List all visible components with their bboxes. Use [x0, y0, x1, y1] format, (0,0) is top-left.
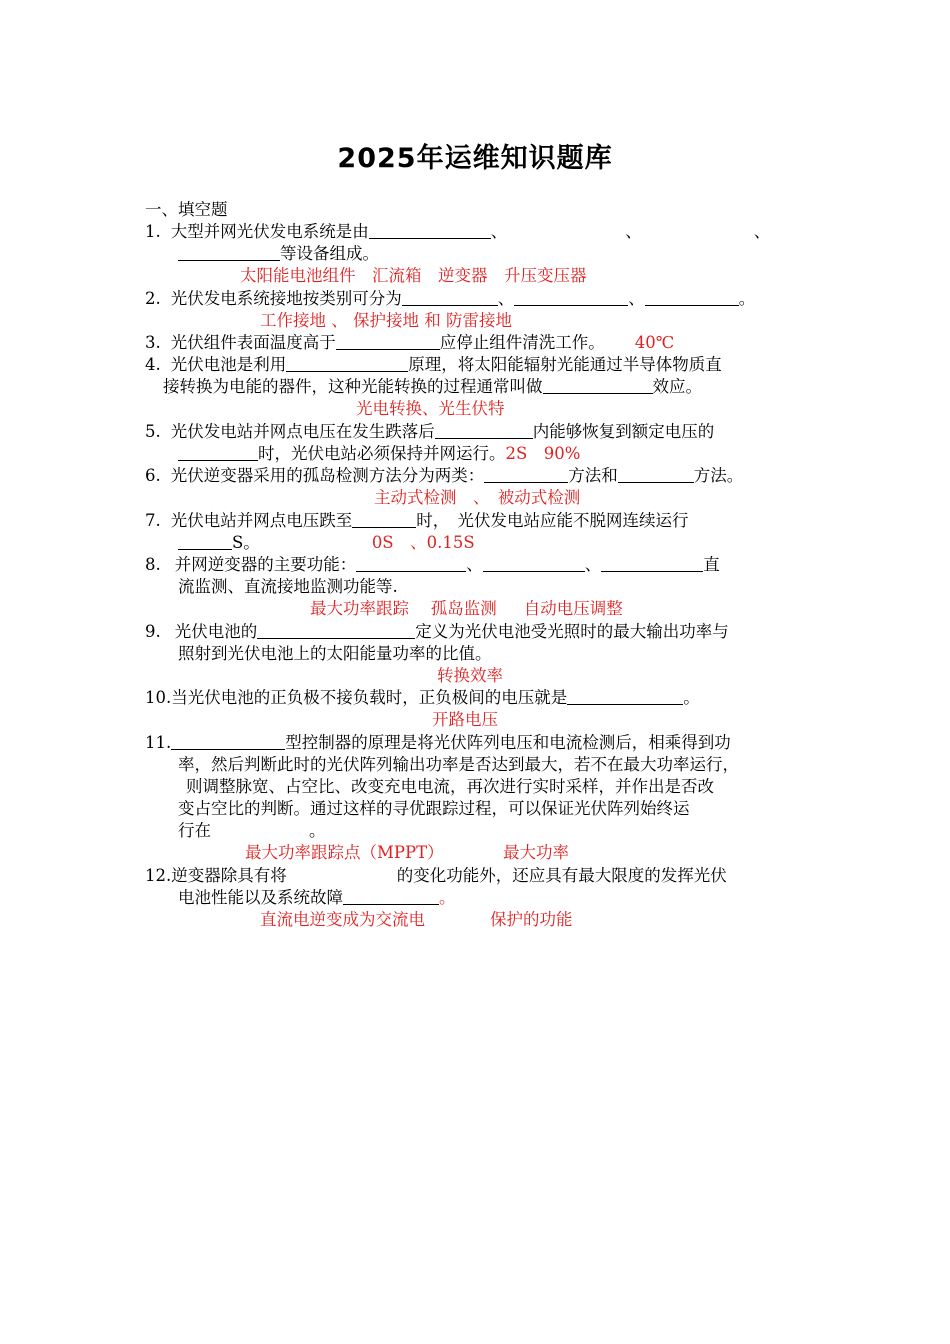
question-7-line-2	[178, 532, 475, 554]
answer-blank[interactable]	[257, 621, 415, 639]
question-number: 11.	[145, 733, 172, 752]
question-12-line-1	[145, 865, 727, 887]
question-1-line-1	[145, 221, 770, 243]
answer-blank[interactable]	[543, 376, 653, 394]
question-text: 光伏电池是利用	[170, 355, 287, 374]
question-10-line-1	[145, 687, 700, 709]
question-9-line-2: 照射到光伏电池上的太阳能量功率的比值。	[178, 644, 492, 663]
question-12-answer-1: 直流电逆变成为交流电	[260, 910, 425, 929]
question-text: 直	[703, 555, 720, 574]
answer-blank[interactable]	[178, 443, 258, 461]
separator: 。	[738, 289, 756, 308]
separator: 。	[683, 688, 700, 707]
question-12-answer-2: 保护的功能	[490, 910, 573, 929]
answer-blank[interactable]	[178, 243, 280, 261]
question-text: 光伏发电站并网点电压在发生跌落后	[170, 422, 435, 441]
answer-blank[interactable]	[336, 332, 440, 350]
question-5-answer: 2S 90%	[505, 444, 581, 463]
question-text: 时， 光伏发电站应能不脱网连续运行	[416, 511, 689, 530]
question-text: 定义为光伏电池受光照时的最大输出功率与	[415, 622, 729, 641]
question-number: 9.	[145, 622, 161, 641]
question-number: 12.	[145, 866, 172, 885]
question-11-line-4: 变占空比的判断。通过这样的寻优跟踪过程，可以保证光伏阵列始终运	[178, 799, 690, 818]
question-10-answer: 开路电压	[432, 710, 498, 729]
question-11-line-3: 则调整脉宽、占空比、改变充电电流，再次进行实时采样，并作出是否改	[186, 777, 714, 796]
question-text: 等设备组成。	[280, 244, 379, 263]
page-title: 2025年运维知识题库	[337, 143, 613, 174]
question-2-answer: 工作接地 、 保护接地 和 防雷接地	[260, 311, 512, 330]
question-11-line-1	[145, 732, 731, 754]
separator: 、	[753, 222, 771, 241]
question-2-line-1	[145, 288, 755, 310]
question-7-line-1	[145, 510, 689, 532]
question-text: 型控制器的原理是将光伏阵列电压和电流检测后，相乘得到功	[285, 733, 731, 752]
question-11-answer-2: 最大功率	[503, 843, 569, 862]
question-1-answer: 太阳能电池组件 汇流箱 逆变器 升压变压器	[240, 266, 587, 285]
question-11-answer-1: 最大功率跟踪点（MPPT）	[245, 843, 444, 862]
separator: 、	[497, 289, 515, 308]
question-9-answer: 转换效率	[437, 666, 503, 685]
question-number: 4.	[145, 355, 161, 374]
question-number: 2.	[145, 289, 161, 308]
answer-blank[interactable]	[369, 221, 491, 239]
answer-blank[interactable]	[435, 421, 533, 439]
answer-blank[interactable]	[352, 510, 416, 528]
answer-blank[interactable]	[567, 687, 683, 705]
question-text: 接转换为电能的器件，这种光能转换的过程通常叫做	[163, 377, 543, 396]
question-text: 光伏电池的	[174, 622, 258, 641]
answer-blank[interactable]	[514, 288, 628, 306]
question-3-answer: 40℃	[634, 333, 675, 352]
answer-blank[interactable]	[356, 554, 466, 572]
question-number: 6.	[145, 466, 161, 485]
question-11-line-5	[178, 820, 326, 842]
question-text: 行在	[178, 821, 211, 840]
answer-blank[interactable]	[618, 465, 694, 483]
question-4-line-1	[145, 354, 722, 376]
answer-blank[interactable]	[601, 554, 703, 572]
question-9-line-1	[145, 621, 729, 643]
separator: 、	[625, 222, 642, 241]
question-5-line-2	[178, 443, 580, 465]
question-number: 10.	[145, 688, 172, 707]
question-text: 内能够恢复到额定电压的	[532, 422, 715, 441]
section-heading: 一、填空题	[145, 200, 228, 219]
answer-blank[interactable]	[171, 732, 285, 750]
question-text: S。	[232, 533, 260, 552]
question-text: 效应。	[652, 377, 702, 396]
question-4-line-2	[163, 376, 702, 398]
separator: 、	[466, 555, 483, 574]
question-8-line-1	[145, 554, 720, 576]
question-4-answer: 光电转换、光生伏特	[356, 399, 505, 418]
question-11-line-2: 率，然后判断此时的光伏阵列输出功率是否达到最大，若不在最大功率运行，	[178, 755, 739, 774]
answer-blank[interactable]	[402, 288, 498, 306]
question-number: 1.	[145, 222, 161, 241]
question-text: 当光伏电池的正负极不接负载时，正负极间的电压就是	[171, 688, 568, 707]
question-3-line-1	[145, 332, 674, 354]
question-number: 8.	[145, 555, 161, 574]
question-text: 光伏组件表面温度高于	[170, 333, 336, 352]
question-5-line-1	[145, 421, 714, 443]
question-text: 光伏逆变器采用的孤岛检测方法分为两类：	[170, 466, 485, 485]
separator: 。	[439, 888, 456, 907]
separator: 、	[490, 222, 508, 241]
answer-blank[interactable]	[483, 554, 585, 572]
question-text: 原理，将太阳能辐射光能通过半导体物质直	[408, 355, 722, 374]
question-text: 的变化功能外，还应具有最大限度的发挥光伏	[396, 866, 727, 885]
question-text: 方法。	[693, 466, 744, 485]
question-number: 3.	[145, 333, 161, 352]
question-8-line-2: 流监测、直流接地监测功能等.	[178, 577, 398, 596]
question-number: 5.	[145, 422, 161, 441]
answer-blank[interactable]	[286, 354, 408, 372]
question-text: 方法和	[568, 466, 618, 485]
question-text: 逆变器除具有将	[171, 866, 287, 885]
answer-blank[interactable]	[178, 532, 232, 550]
question-7-answer: 0S 、0.15S	[371, 533, 475, 552]
question-6-line-1	[145, 465, 743, 487]
separator: 。	[309, 821, 326, 840]
question-8-answer: 最大功率跟踪 孤岛监测 自动电压调整	[310, 599, 623, 618]
question-text: 大型并网光伏发电系统是由	[170, 222, 369, 241]
question-12-line-2	[178, 887, 456, 909]
question-text: 光伏发电系统接地按类别可分为	[170, 289, 402, 308]
answer-blank[interactable]	[343, 887, 439, 905]
question-1-line-2	[178, 243, 379, 265]
separator: 、	[628, 289, 645, 308]
question-text: 时，光伏电站必须保持并网运行。	[258, 444, 506, 463]
separator: 、	[584, 555, 602, 574]
question-number: 7.	[145, 511, 161, 530]
question-text: 应停止组件清洗工作。	[439, 333, 605, 352]
question-text: 电池性能以及系统故障	[178, 888, 343, 907]
question-text: 并网逆变器的主要功能：	[174, 555, 357, 574]
answer-blank[interactable]	[645, 288, 739, 306]
question-6-answer: 主动式检测 、 被动式检测	[374, 488, 581, 507]
answer-blank[interactable]	[484, 465, 568, 483]
question-text: 光伏电站并网点电压跌至	[170, 511, 353, 530]
